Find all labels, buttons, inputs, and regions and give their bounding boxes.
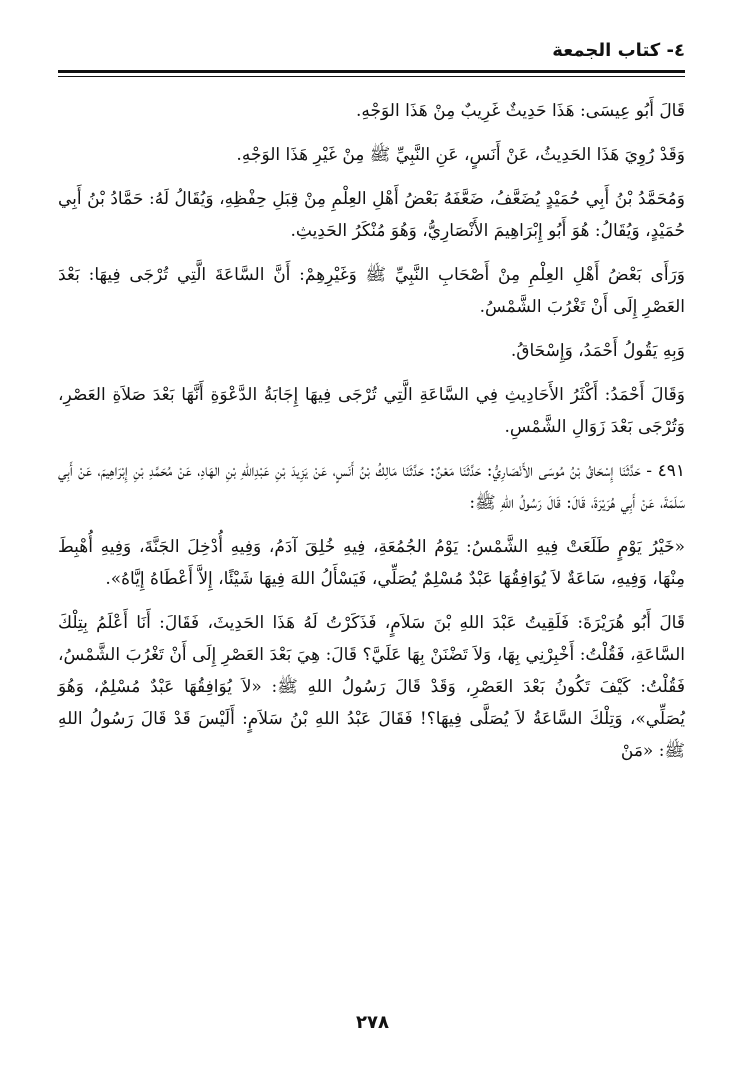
paragraph-scholars-opinion: وَرَأَى بَعْضُ أَهْلِ العِلْمِ مِنْ أَصْحَابِ النَّبِيِّ ﷺ وَغَيْرِهِمْ: أَنَّ السَّاعَةَ الَّتِي تُرْجَى فِيهَا: بَعْدَ العَصْرِ إِلَى أَنْ تَغْرُبَ الشَّمْسُ. <box>58 265 685 317</box>
hadith-491-matn: «خَيْرُ يَوْمٍ طَلَعَتْ فِيهِ الشَّمْسُ: يَوْمُ الجُمُعَةِ، فِيهِ خُلِقَ آدَمُ، وَفِيهِ أُدْخِلَ الجَنَّةَ، وَفِيهِ أُهْبِطَ مِنْهَا، وَفِيهِ، سَاعَةٌ لاَ يُوَافِقُهَا عَبْدٌ مُسْلِمٌ يُصَلِّي، فَيَسْأَلُ اللهَ فِيهَا شَيْئًا، إِلاَّ أَعْطَاهُ إِيَّاهُ». <box>58 537 685 589</box>
paragraph-abu-hurayra: قَالَ أَبُو هُرَيْرَةَ: فَلَقِيتُ عَبْدَ اللهِ بْنَ سَلاَمٍ، فَذَكَرْتُ لَهُ هَذَا الحَدِيثَ، فَقَالَ: أَنَا أَعْلَمُ بِتِلْكَ السَّاعَةِ، فَقُلْتُ: أَخْبِرْنِي بِهَا، وَلاَ تَضْنَنْ بِهَا عَلَيَّ؟ قَالَ: هِيَ بَعْدَ العَصْرِ إِلَى أَنْ تَغْرُبَ الشَّمْسُ، فَقُلْتُ: كَيْفَ تَكُونُ بَعْدَ العَصْرِ، وَقَدْ قَالَ رَسُولُ اللهِ ﷺ: «لاَ يُوَافِقُهَا عَبْدٌ مُسْلِمٌ، وَهُوَ يُصَلِّي»، وَتِلْكَ السَّاعَةُ لاَ يُصَلَّى فِيهَا؟! فَقَالَ عَبْدُ اللهِ بْنُ سَلاَمٍ: أَلَيْسَ قَدْ قَالَ رَسُولُ اللهِ ﷺ: «مَنْ <box>58 613 685 761</box>
hadith-491-isnad: ٤٩١ - حَدَّثَنَا إِسْحَاقُ بْنُ مُوسَى الأَنْصَارِيُّ: حَدَّثَنَا مَعْنٌ: حَدَّثَنَا مَالِكُ بْنُ أَنَسٍ، عَنْ يَزِيدَ بْنِ عَبْدِاللهِ بْنِ الهَادِ، عَنْ مُحَمَّدِ بْنِ إِبْرَاهِيمَ، عَنْ أَبِي سَلَمَةَ، عَنْ أَبِي هُرَيْرَةَ، قَالَ: قَالَ رَسُولُ اللهِ ﷺ: <box>58 461 685 513</box>
paragraph-narration-anas: وَقَدْ رُوِيَ هَذَا الحَدِيثُ، عَنْ أَنَسٍ، عَنِ النَّبِيِّ ﷺ مِنْ غَيْرِ هَذَا الوَجْهِ. <box>236 145 685 165</box>
chapter-header: ٤- كتاب الجمعة <box>552 40 685 61</box>
paragraph-abu-isa: قَالَ أَبُو عِيسَى: هَذَا حَدِيثٌ غَرِيبٌ مِنْ هَذَا الوَجْهِ. <box>356 101 685 121</box>
paragraph-ahmad-ishaq: وَبِهِ يَقُولُ أَحْمَدُ، وَإِسْحَاقُ. <box>510 341 685 361</box>
header-rule-thin <box>58 76 685 77</box>
paragraph-muhammad-ibn-abi-humaid: وَمُحَمَّدُ بْنُ أَبِي حُمَيْدٍ يُضَعَّفُ، ضَعَّفَهُ بَعْضُ أَهْلِ العِلْمِ مِنْ قِبَلِ حِفْظِهِ، وَيُقَالُ لَهُ: حَمَّادُ بْنُ أَبِي حُمَيْدٍ، وَيُقَالُ: هُوَ أَبُو إِبْرَاهِيمَ الأَنْصَارِيُّ، وَهُوَ مُنْكَرُ الحَدِيثِ. <box>58 189 685 241</box>
header-rule-thick <box>58 70 685 73</box>
paragraph-ahmad-saying: وَقَالَ أَحْمَدُ: أَكْثَرُ الأَحَادِيثِ فِي السَّاعَةِ الَّتِي تُرْجَى فِيهَا إِجَابَةُ الدَّعْوَةِ أَنَّهَا بَعْدَ صَلاَةِ العَصْرِ، وَتُرْجَى بَعْدَ زَوَالِ الشَّمْسِ. <box>58 385 685 437</box>
page-number: ٢٧٨ <box>356 1012 389 1033</box>
body-text <box>58 95 685 779</box>
